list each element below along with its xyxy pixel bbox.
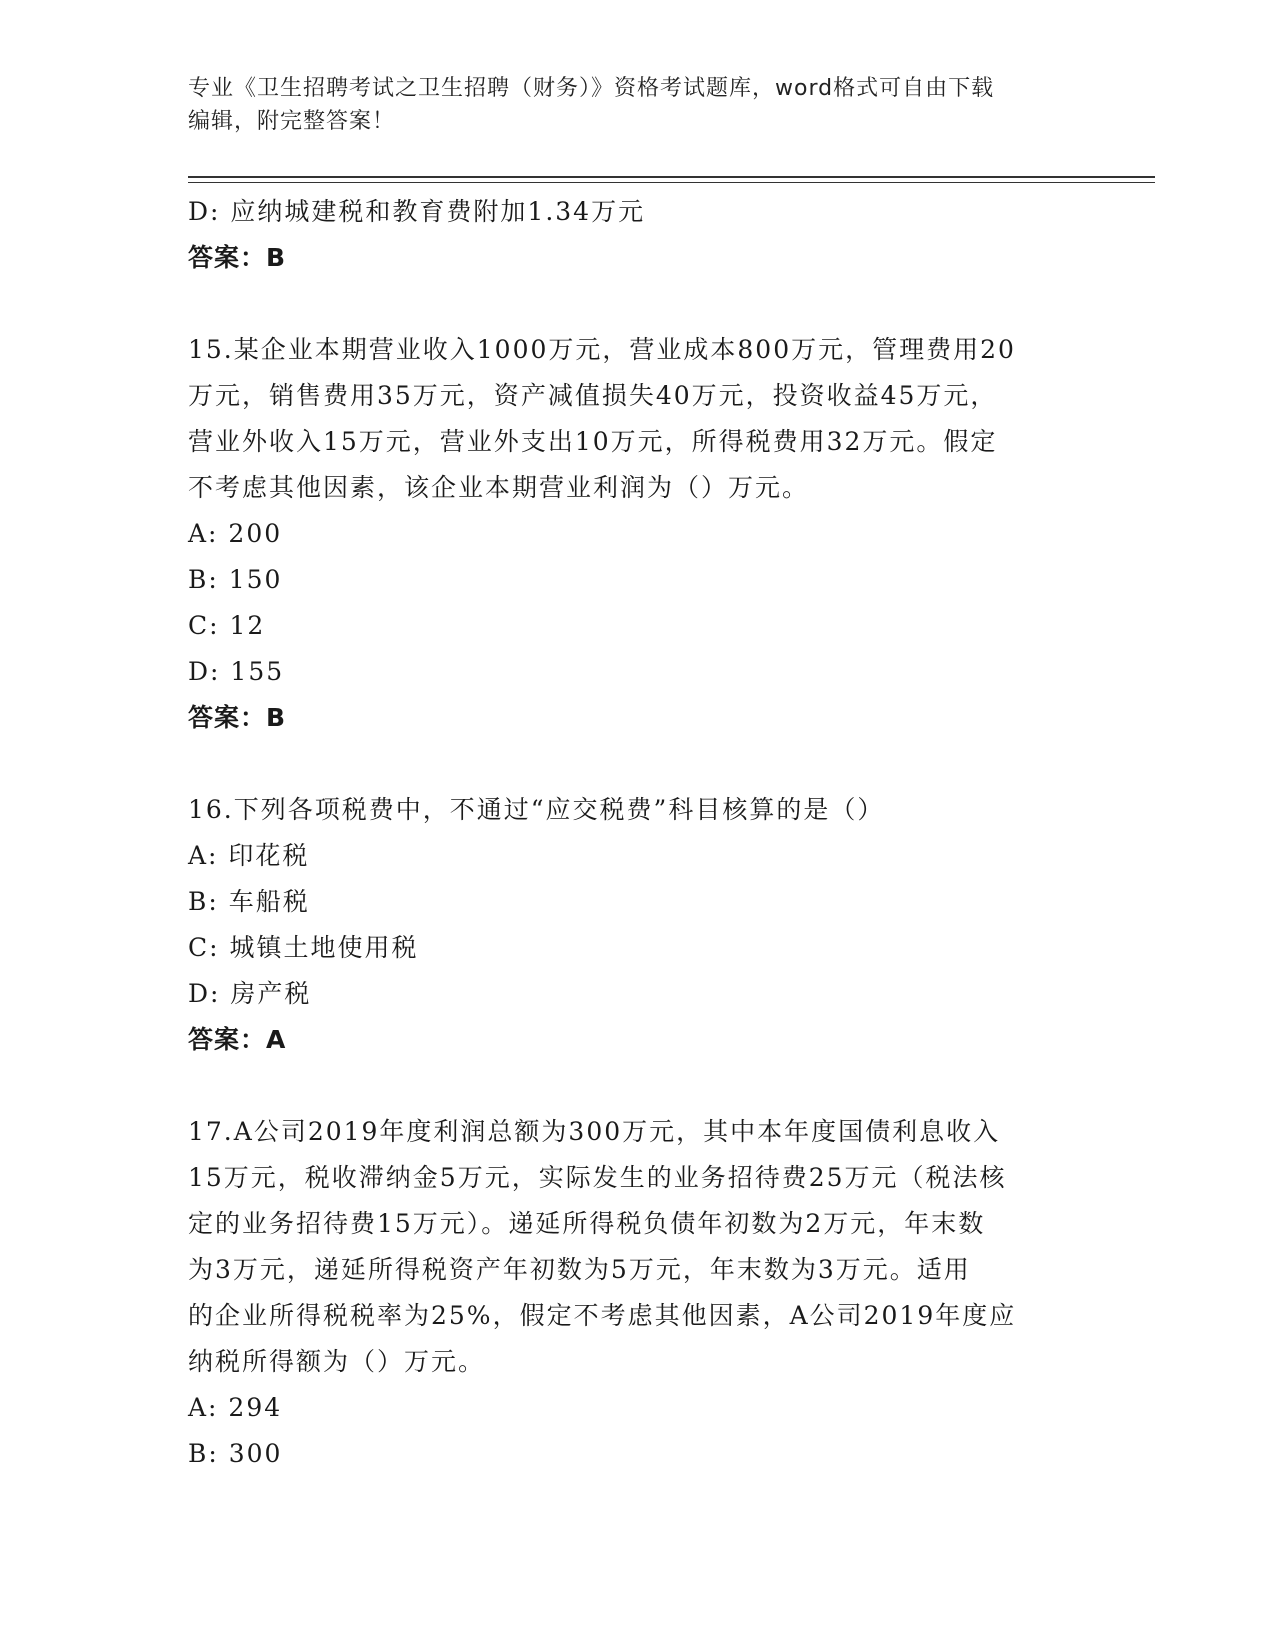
option-c: C: 城镇土地使用税 [188,933,419,962]
question-stem-line: 15万元，税收滞纳金5万元，实际发生的业务招待费25万元（税法核 [188,1163,1007,1192]
question-15 [188,327,1088,741]
header-line-2: 编辑，附完整答案！ [188,109,396,134]
spacer [188,1063,1088,1109]
option-a: A: 294 [188,1393,283,1422]
question-content [188,189,1088,1477]
option-b: B: 300 [188,1439,283,1468]
question-stem-line: 营业外收入15万元，营业外支出10万元，所得税费用32万元。假定 [188,427,998,456]
question-16 [188,787,1088,1063]
spacer [188,741,1088,787]
answer-line: 答案：B [188,243,287,272]
question-stem-line: 定的业务招待费15万元）。递延所得税负债年初数为2万元，年末数 [188,1209,986,1238]
question-17 [188,1109,1088,1477]
question-stem-line: 不考虑其他因素，该企业本期营业利润为（）万元。 [188,473,810,502]
question-stem-line: 为3万元，递延所得税资产年初数为5万元，年末数为3万元。适用 [188,1255,971,1284]
document-header [188,72,1068,138]
option-b: B: 车船税 [188,887,310,916]
spacer [188,281,1088,327]
header-divider-thin [188,182,1155,183]
question-stem-line: 17.A公司2019年度利润总额为300万元，其中本年度国债利息收入 [188,1117,1001,1146]
question-stem-line: 纳税所得额为（）万元。 [188,1347,486,1376]
option-a: A: 印花税 [188,841,310,870]
question-stem-line: 15.某企业本期营业收入1000万元，营业成本800万元，管理费用20 [188,335,1016,364]
option-b: B: 150 [188,565,283,594]
header-line-1: 专业《卫生招聘考试之卫生招聘（财务）》资格考试题库，word格式可自由下载 [188,76,995,101]
header-divider-thick [188,176,1155,178]
option-d: D: 房产税 [188,979,312,1008]
answer-line: 答案：B [188,703,287,732]
option-d: D: 155 [188,657,285,686]
option-c: C: 12 [188,611,266,640]
answer-line: 答案：A [188,1025,287,1054]
question-stem-line: 16.下列各项税费中，不通过“应交税费”科目核算的是（） [188,795,885,824]
question-stem-line: 万元，销售费用35万元，资产减值损失40万元，投资收益45万元， [188,381,998,410]
previous-question-tail [188,189,1088,281]
question-stem-line: 的企业所得税税率为25%，假定不考虑其他因素，A公司2019年度应 [188,1301,1017,1330]
option-d: D: 应纳城建税和教育费附加1.34万元 [188,197,646,226]
option-a: A: 200 [188,519,283,548]
